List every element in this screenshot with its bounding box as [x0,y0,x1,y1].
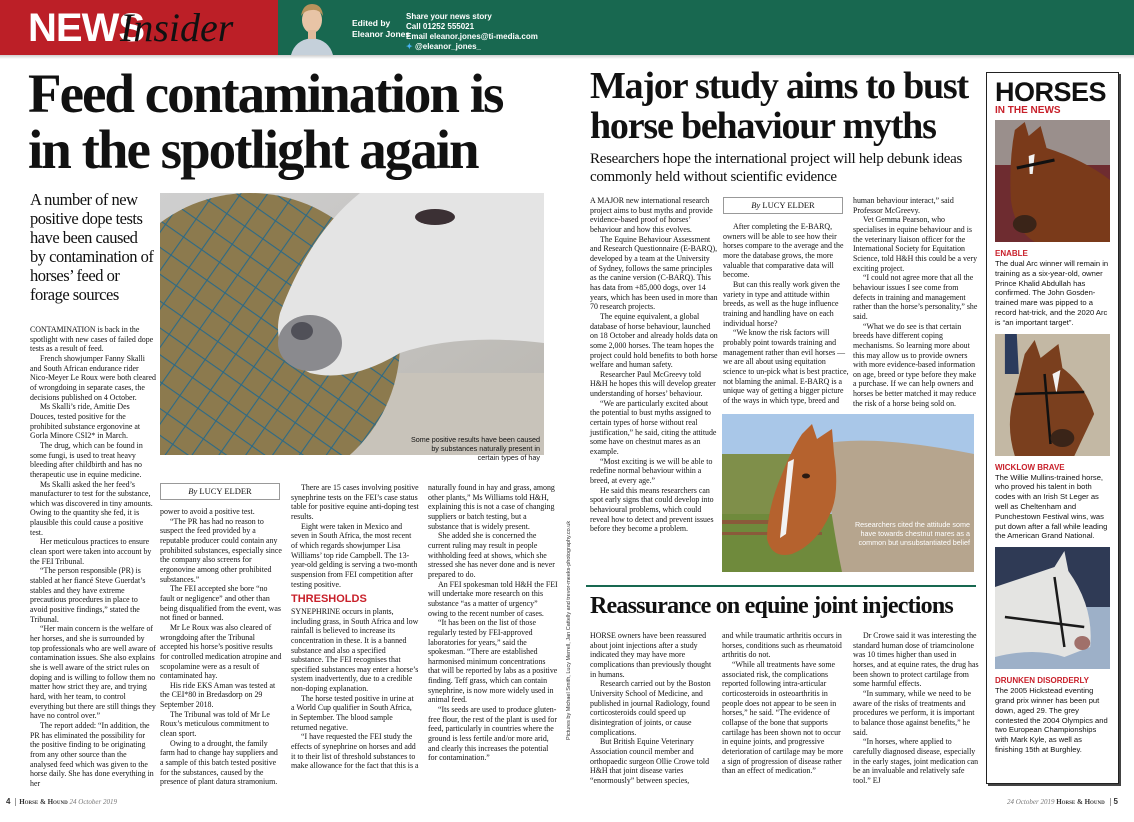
study-col1 [590,196,718,534]
page-number: 4 [6,797,11,806]
byline-name: LUCY ELDER [199,486,252,496]
logo-news: NEWS [28,6,144,50]
share-label: Share your news story [406,12,492,21]
main-headline-line1: Feed contamination is [28,63,503,124]
study-headline-line2: horse behaviour myths [590,105,936,147]
paragraph: “We know the risk factors will probably point towards training and management rather than evil horses — we are all about using equitation science to un-pick what is best practice, not blaming the animal. E-BARQ is a unique way of getting a bigger picture of the ways in which type, breed and [723,328,849,405]
paragraph: An FEI spokesman told H&H the FEI will undertake more research on this substance “as a matter of urgency” owing to the recent number of cases. [428,579,558,618]
sidebar-subtitle: IN THE NEWS [995,105,1061,116]
standfirst: A number of new positive dope tests have been caused by contamination of horses’ feed or forage sources [30,190,154,304]
editor-photo [283,0,341,55]
joint-col3 [853,631,979,786]
paragraph: Vet Gemma Pearson, who specialises in equine behaviour and is the veterinary liaison officer for the International Society for Equitation Science, told H&H this could be a very exciting project. [853,215,978,273]
right-page-footer [1007,797,1118,806]
section-divider [586,585,976,587]
paragraph: and while traumatic arthritis occurs in horses, conditions such as rheumatoid arthritis do not. [722,631,842,660]
paragraph: After completing the E-BARQ, owners will be able to see how their horses compare to the average and the more the database grows, the more valuable that comparative data will become. [723,222,844,280]
paragraph: “Its seeds are used to produce gluten-free flour, the rest of the plant is used for feed, particularly in countries where the ground is less fertile and/or more arid, and clearly this increases the potential for contamination.” [428,705,557,763]
left-article-col1 [30,325,156,789]
byline-prefix: By [188,486,198,496]
paragraph: The report added: “In addition, the PR has eliminated the possibility for the positive finding to be originating from any other source than the analysed feed which was given to the horse daily. She has done everything in her [30,720,154,788]
enable-photo [995,120,1110,242]
editor-credit [352,18,410,40]
paragraph: Eight were taken in Mexico and seven in South Africa, the most recent of which regards showjumper Lisa Williams’ top ride Campbell. The 13-year-old gelding is serving a two-month suspension from FEI competition after testing positive. [291,521,418,589]
edited-by-label: Edited by [352,18,391,28]
left-byline [160,483,280,500]
paragraph: The equine equivalent, a global database of horse behaviour, launched on 18 October and already holds data on some 2,000 horses. The team hopes the project could hold benefits to both horse welfare and human safety. [590,311,718,370]
paragraph: Mr Le Roux was also cleared of wrongdoing after the Tribunal accepted his horse’s positive results for controlled medication atropine and scopolamine were as a result of contaminated hay. [160,622,282,681]
issue-date: 24 October 2019 [69,798,117,806]
main-headline-line2: in the spotlight again [28,119,478,180]
drunken-disorderly-photo [995,547,1110,669]
study-col3 [853,196,979,408]
left-article-col4 [428,483,558,763]
paragraph: “Her main concern is the welfare of her horses, and she is surrounded by top professionals who are well aware of contamination issues. She also explains she is well aware of the strict rules on doping and is willing to follow them no matter how strict they are, and trying hard, with her team, to control everything but there are still things they have no control over.” [30,624,156,721]
byline-name: LUCY ELDER [762,200,815,210]
email-link[interactable]: Email eleanor.jones@ti-media.com [406,32,538,41]
paragraph: naturally found in hay and grass, among other plants,” Ms Williams told H&H, explaining this is not a case of changing suppliers or batch testing, but a substance that is widely present. [428,483,555,531]
chestnut-mare-photo [722,414,974,572]
issue-date: 24 October 2019 [1007,798,1055,806]
paragraph: He said this means researchers can spot early signs that could develop into behavioural problems, which could reveal how to detect and prevent issues before they become a problem. [590,485,714,534]
paragraph: The horse tested positive in urine at a World Cup qualifier in South Africa, in September. The blood sample returned negative. [291,693,414,732]
left-article-col2 [160,507,282,787]
sidebar-title: HORSES [995,77,1107,107]
hay-horse-photo [160,193,544,455]
byline-prefix: By [751,200,761,210]
logo-insider: Insider [120,5,234,50]
sidebar-item-heading: WICKLOW BRAVE [995,462,1065,472]
paragraph: “The PR has had no reason to suspect the feed provided by a reputable producer could contain any prohibited substances, especially since the company also screens for ergonovine among other prohibited substances.” [160,516,282,584]
paragraph: Her meticulous practices to ensure clean sport were taken into account by the FEI Tribunal. [30,537,152,566]
paragraph: His ride EKS Aman was tested at the CEI*80 in Bredasdorp on 29 September 2018. [160,680,276,710]
paragraph: “I could not agree more that all the behaviour issues I see come from defects in training and management rather than the horse’s personality,” she said. [853,273,978,321]
chestnut-photo-caption: Researchers cited the attitude some have towards chestnut mares as a common but unsubstantiated belief [854,520,970,547]
paragraph: “I have requested the FEI study the effects of synephrine on horses and add it to their list of threshold substances to make allowance for the fact that this is a [291,732,419,771]
page-number: 5 [1113,797,1118,806]
paragraph: She added she is concerned the current ruling may result in people withholding feed at shows, which she stressed she has never done and is never prepared to do. [428,531,555,579]
paragraph: SYNEPHRINE occurs in plants, including grass, in South Africa and low rainfall is believed to increase its concentration in these. It is a banned substance and also a specified substance. The FEI recognises that specified substances may enter a horse’s system inadvertently, due to a credible non-doping explanation. [291,606,419,694]
editor-name: Eleanor Jones [352,29,411,39]
paragraph: The Equine Behaviour Assessment and Research Questionnaire (E-BARQ), developed by a team at the University of Sydney, follows the same principles as the canine version (C-BARQ). This has data from +85,000 dogs, over 14 years, which has been used in more than 70 research projects. [590,234,718,312]
study-headline-line1: Major study aims to bust [590,65,968,107]
left-page-footer [6,797,117,806]
phone-number: Call 01252 555021 [406,22,475,31]
paragraph: “In horses, where applied to carefully diagnosed disease, especially in the early stages, joint medication can be an invaluable and relatively safe tool.” EJ [853,737,979,785]
paragraph: HORSE owners have been reassured about joint injections after a study indicated they may have more complications than previously thought in humans. [590,631,712,679]
joint-col2 [722,631,848,776]
joint-col1 [590,631,716,786]
paragraph: Owing to a drought, the family farm had to change hay suppliers and a sample of this batch tested positive for the substances, caused by the presence of plant datura stramonium. [160,738,278,787]
paragraph: Ms Skalli asked the her feed’s manufacturer to test for the substance, which was discovered in tiny amounts. Owing to the quantity she fed, it is plausible this could cause a positive test. [30,479,153,537]
contact-info [406,12,538,52]
study-subtitle: Researchers hope the international project will help debunk ideas commonly held without scientific evidence [590,151,963,185]
sidebar-item-text: The dual Arc winner will remain in training as a six-year-old, owner Prince Khalid Abdullah has confirmed. The John Gosden-trained mare was pipped to a record hat-trick, and the 2020 Arc is “an important target”. [995,259,1109,327]
paragraph: But British Equine Veterinary Association council member and orthopaedic surgeon Ollie Crowe told H&H that joint disease varies “enormously” between species, [590,737,710,785]
paragraph: The FEI accepted she bore “no fault or negligence” and other than being disqualified from the event, was not fined or banned. [160,584,281,623]
paragraph: CONTAMINATION is back in the spotlight with new cases of failed dope tests as a result of feed. [30,325,154,354]
paragraph: human behaviour interact,” said Professor McGreevy. [853,196,954,215]
paragraph: The drug, which can be found in some fungi, is used to treat heavy bleeding after childbirth and has no therapeutic use in equine medicine. [30,440,143,479]
paragraph: “It has been on the list of those regularly tested by FEI-approved laboratories for years,” said the spokesman. “There are established harmonised minimum concentrations that will be reported by labs as a positive finding. Teff grass, which can contain synephrine, is now more widely used in animal feed. [428,618,558,705]
joint-headline: Reassurance on equine joint injections [590,593,953,619]
paragraph: Dr Crowe said it was interesting the standard human dose of triamcinolone was 10 times higher than used in horses, and at equine rates, the drug has been shown to protect cartilage from some harmful effects. [853,631,979,689]
paragraph: There are 15 cases involving positive synephrine tests on the FEI’s case status table for positive equine anti-doping test results. [291,483,419,521]
paragraph: Research carried out by the Boston University School of Medicine, and published in journal Radiology, found corticosteroids could speed up disintegration of joints, or cause complications. [590,679,711,737]
twitter-handle[interactable]: @eleanor_jones_ [414,42,481,51]
paragraph: Researcher Paul McGreevy told H&H he hopes this will develop greater understanding of horses’ behaviour. [590,369,716,399]
study-col2 [723,222,849,405]
horses-in-the-news-sidebar [986,72,1119,784]
twitter-handle-row[interactable] [406,42,538,52]
magazine-name: Horse & Hound [1056,798,1105,806]
study-headline [590,66,980,146]
sidebar-item-heading: ENABLE [995,249,1028,258]
left-article-col3 [291,483,419,771]
paragraph: “We are particularly excited about the potential to bust myths assigned to certain types of horse without real justification,” he said, citing the attitude some have on chestnut mares as an example. [590,398,717,457]
paragraph: “The person responsible (PR) is stabled at her fiancé Steve Guerdat’s stables and they have extreme precautious procedures in place to avoid positive findings,” stated the Tribunal. [30,566,146,624]
crosshead-thresholds: THRESHOLDS [291,593,367,606]
header-shadow [0,55,1134,59]
sidebar-item-heading: DRUNKEN DISORDERLY [995,676,1089,686]
wicklow-brave-photo [995,334,1110,456]
paragraph: power to avoid a positive test. [160,507,255,516]
study-byline [723,197,843,214]
paragraph: But can this really work given the variety in type and attitude within breeds, as well as the huge influence training and handling have on each individual horse? [723,279,840,328]
main-headline [28,63,568,180]
paragraph: A MAJOR new international research project aims to bust myths and provide evidence-based proof of horses’ behaviour and how this evolves. [590,196,713,234]
sidebar-item-text: The Willie Mullins-trained horse, who proved his talent in both codes with an Irish St Leger as well as Cheltenham and Punchestown Festival wins, was put down after a fall while leading the American Grand National. [995,472,1108,541]
paragraph: “Most exciting is we will be able to redefine normal behaviour within a breed, at every age.” [590,456,713,486]
paragraph: French showjumper Fanny Skalli and South African endurance rider Nico-Meyer Le Roux were both cleared of wrongdoing in separate cases, the decisions published on 4 October. [30,353,156,402]
photo-credit: Pictures by Michael Smith, Lucy Merrell, Jan Cattelly and trevor-meeks-photography.co.uk [566,520,572,740]
paragraph: The Tribunal was told of Mr Le Roux’s meticulous commitment to clean sport. [160,709,270,739]
paragraph: Ms Skalli’s ride, Amitie Des Douces, tested positive for the prohibited substance ergonovine at Gorla Minore CSI2* in March. [30,402,141,441]
magazine-name: Horse & Hound [19,798,68,806]
twitter-bird-icon: ✦ [406,42,413,51]
paragraph: “In summary, while we need to be aware of the risks of treatments and procedures we perform, it is important to balance those against benefits,” he said. [853,688,975,737]
paragraph: “While all treatments have some associated risk, the complications reported following intra-articular corticosteroids in osteoarthritis in people does not appear to be seen in horses,” he said. “The evidence of collapse of the bone that supports cartilage has been shown not to occur in equine joints, and progressive deterioration of cartilage may be more a sign of progression of disease rather than an effect of medication.” [722,659,844,776]
paragraph: “What we do see is that certain breeds have different coping mechanisms. So learning more about this may allow us to provide owners with more evidence-based information on age, breed or type before they make a purchase. If we can help owners and horses be better matched it may reduce the risk of a horse being sold on. [853,321,977,408]
sidebar-item-text: The 2005 Hickstead eventing grand prix winner has been put down, aged 29. The grey contested the 2004 Olympics and two European Championships with Mark Kyle, as well as finishing 15th at Burghley. [995,686,1108,754]
hay-photo-caption: Some positive results have been caused by substances naturally present in certain types of hay [410,435,540,462]
